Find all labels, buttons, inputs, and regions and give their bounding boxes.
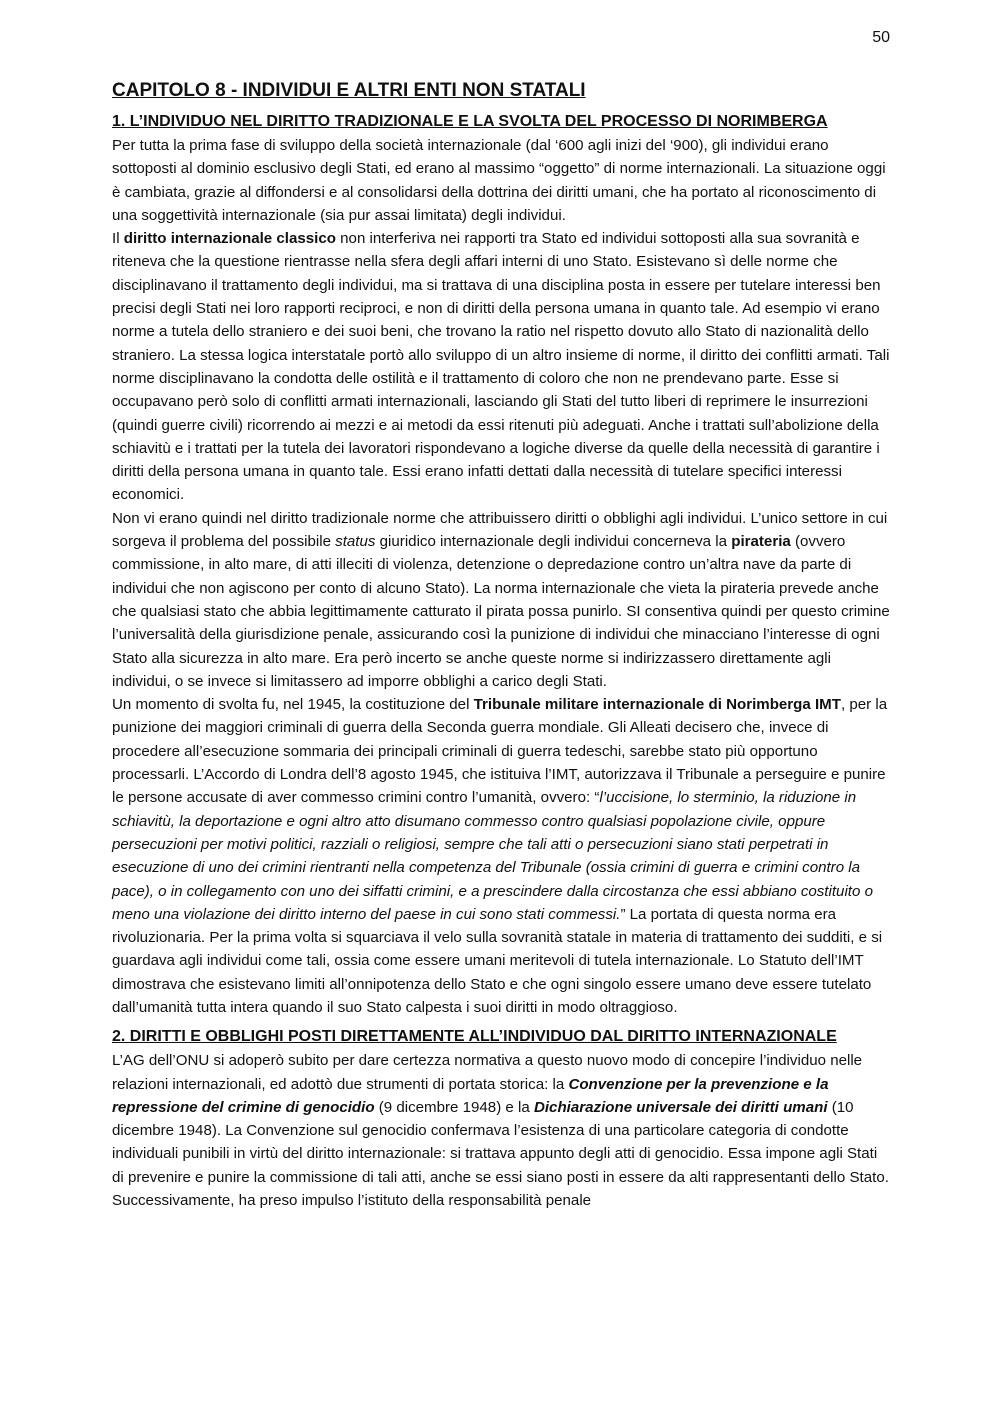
bold-term: Tribunale militare internazionale di Norimberga IMT xyxy=(473,696,841,714)
text-span: Un momento di svolta fu, nel 1945, la costituzione del xyxy=(112,696,474,714)
bold-term: pirateria xyxy=(731,533,791,551)
text-span: non interferiva nei rapporti tra Stato ed individui sottoposti alla sua sovranità e riteneva che la questione rientrasse nella sfera degli affari interni di uno Stato. Esistevano sì delle norme che disciplinavano il trattamento degli individui, ma si trattava di una disciplina posta in essere per tutelare interessi ben precisi degli Stati nei loro rapporti reciproci, e non di diritti della persona umana in quanto tale. Ad esempio vi erano norme a tutela dello straniero e dei suoi beni, che trovano la ratio nel rispetto dovuto allo Stato di nazionalità dello straniero. La stessa logica interstatale portò allo sviluppo di un altro insieme di norme, il diritto dei conflitti armati. Tali norme disciplinavano la condotta delle ostilità e il trattamento di coloro che non ne prendevano parte. Esse si occupavano però solo di conflitti armati internazionali, lasciando gli Stati del tutto liberi di reprimere le insurrezioni (quindi guerre civili) ricorrendo ai mezzi e ai metodi da essi ritenuti più adeguati. Anche i trattati sull’abolizione della schiavitù e i trattati per la tutela dei lavoratori rispondevano a logiche diverse da quelle della necessità di garantire i diritti della persona umana in quanto tale. Essi erano infatti dettati dalla necessità di tutelare specifici interessi economici. xyxy=(112,230,890,504)
italic-quote: l’uccisione, lo sterminio, la riduzione in schiavitù, la deportazione e ogni altro atto disumano commesso contro qualsiasi popolazione civile, oppure persecuzioni per motivi politici, razziali o religiosi, sempre che tali atti o persecuzioni siano stati perpetrati in esecuzione di uno dei crimini rientranti nella competenza del Tribunale (ossia crimini di guerra e crimini contro la pace), o in collegamento con uno dei siffatti crimini, e a prescindere dalla circostanza che essi abbiano costituito o meno una violazione dei diritto interno del paese in cui sono stati commessi. xyxy=(112,789,873,923)
text-span: Il xyxy=(112,230,124,248)
section-1-paragraph-2 xyxy=(112,227,892,507)
text-span: giuridico internazionale degli individui concerneva la xyxy=(375,533,732,551)
section-1-paragraph-3 xyxy=(112,507,892,693)
italic-term: Convenzione per la prevenzione e la repressione del crimine di genocidio xyxy=(112,1075,829,1116)
page-number: 50 xyxy=(872,29,890,46)
section-2-title: 2. DIRITTI E OBBLIGHI POSTI DIRETTAMENTE ALL’INDIVIDUO DAL DIRITTO INTERNAZIONALE xyxy=(112,1028,837,1046)
chapter-title: CAPITOLO 8 - INDIVIDUI E ALTRI ENTI NON STATALI xyxy=(112,80,586,101)
bold-italic-term xyxy=(534,1099,828,1116)
text-span: Non vi erano quindi nel diritto tradizionale norme che attribuissero diritti o obblighi agli individui. L’unico settore in cui sorgeva il problema del possibile xyxy=(112,509,888,551)
bold-term: diritto internazionale classico xyxy=(123,230,336,248)
text-span: ” La portata di questa norma era rivoluzionaria. Per la prima volta si squarciava il velo sulla sovranità statale in materia di trattamento dei sudditi, e si guardava agli individui come tali, ossia come essere umani meritevoli di tutela internazionale. Lo Statuto dell’IMT dimostrava che esistevano limiti all’onnipotenza dello Stato e che ogni singolo essere umano deve essere tutelato dall’umanità tutta intera quando il suo Stato calpesta i suoi diritti in modo oltraggioso. xyxy=(112,905,883,1016)
document-body xyxy=(112,74,892,1212)
italic-term: status xyxy=(335,533,376,551)
section-2-paragraph-1 xyxy=(112,1049,892,1212)
section-1-paragraph-4 xyxy=(112,693,892,1019)
text-span: , per la punizione dei maggiori criminali di guerra della Seconda guerra mondiale. Gli Alleati decisero che, invece di procedere all’esecuzione sommaria dei principali criminali di guerra tedeschi, sarebbe stato più opportuno processarli. L’Accordo di Londra dell’8 agosto 1945, che istituiva l’IMT, autorizzava il Tribunale a perseguire e punire le persone accusate di aver commesso crimini contro l’umanità, ovvero: “ xyxy=(112,696,888,807)
section-1-title: 1. L’INDIVIDUO NEL DIRITTO TRADIZIONALE E LA SVOLTA DEL PROCESSO DI NORIMBERGA xyxy=(112,113,828,130)
text-span: (9 dicembre 1948) e la xyxy=(374,1098,534,1116)
text-span: (10 dicembre 1948). La Convenzione sul genocidio confermava l’esistenza di una particolare categoria di condotte individuali punibili in virtù del diritto internazionale: si trattava appunto degli atti di genocidio. Essa impone agli Stati di prevenire e punire la commissione di tali atti, anche se essi siano posti in essere da alti rappresentanti dello Stato. Successivamente, ha preso impulso l’istituto della responsabilità penale xyxy=(112,1098,889,1210)
italic-term: Dichiarazione universale dei diritti umani xyxy=(533,1098,828,1116)
section-1-paragraph-1: Per tutta la prima fase di sviluppo della società internazionale (dal ‘600 agli inizi del ‘900), gli individui erano sottoposti al dominio esclusivo degli Stati, ed erano al massimo “oggetto” di norme internazionali. La situazione oggi è cambiata, grazie al diffondersi e al consolidarsi della dottrina dei diritti umani, che ha portato al riconoscimento di una soggettività internazionale (sia pur assai limitata) degli individui. xyxy=(112,137,886,224)
text-span: (ovvero commissione, in alto mare, di atti illeciti di violenza, detenzione o depredazione contro un’altra nave da parte di individui che non agiscono per conto di alcuno Stato). La norma internazionale che vieta la pirateria prevede anche che qualsiasi stato che abbia legittimamente catturato il pirata possa punirlo. SI consentiva quindi per questo crimine l’universalità della giurisdizione penale, assicurando così la punizione di individui che minacciano l’interesse di ogni Stato alla sicurezza in alto mare. Era però incerto se anche queste norme si indirizzassero direttamente agli individui, o se invece si limitassero ad imporre obblighi a carico degli Stati. xyxy=(112,533,890,690)
text-span: L’AG dell’ONU si adoperò subito per dare certezza normativa a questo nuovo modo di concepire l’individuo nelle relazioni internazionali, ed adottò due strumenti di portata storica: la xyxy=(112,1052,863,1093)
